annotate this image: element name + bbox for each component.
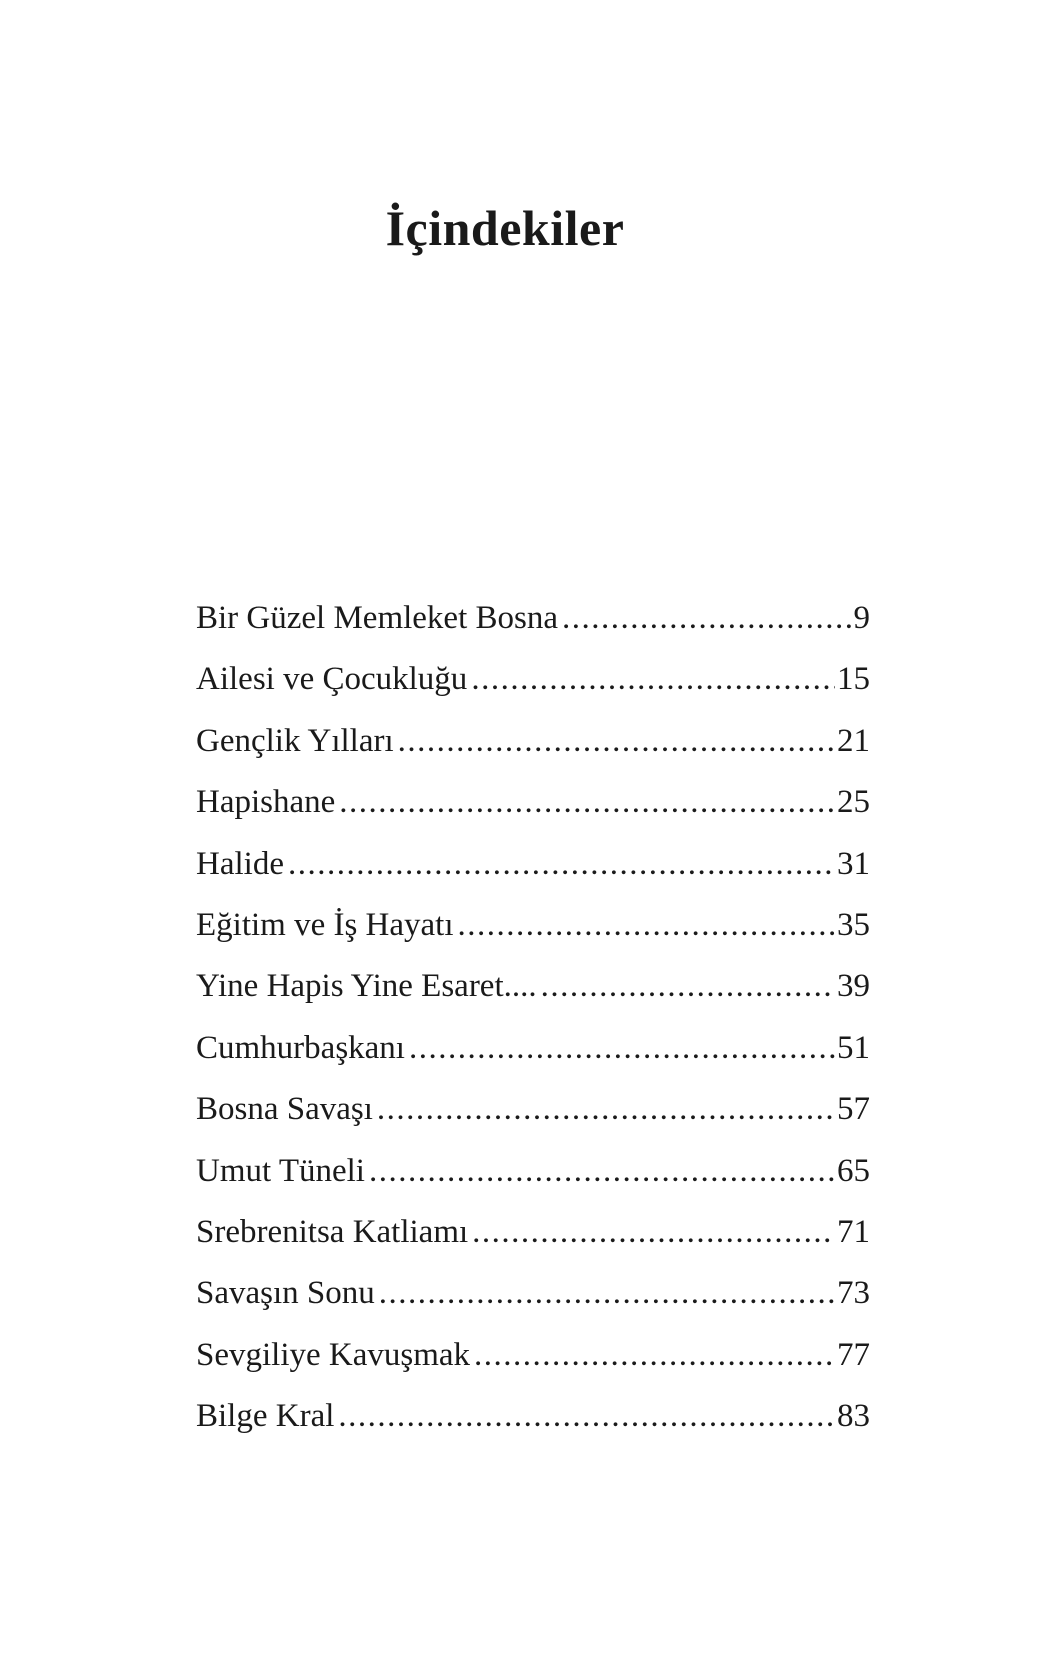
dot-leader	[339, 786, 835, 819]
dot-leader	[471, 663, 835, 696]
toc-entry-title: Halide	[196, 845, 284, 882]
dot-leader	[409, 1032, 835, 1065]
dot-leader	[541, 970, 835, 1003]
toc-entry	[196, 1213, 870, 1277]
dot-leader	[288, 848, 835, 881]
toc-entry	[196, 602, 870, 663]
toc-entry-page: 21	[837, 722, 870, 759]
toc-entry-title: Bilge Kral	[196, 1398, 335, 1435]
toc-entry	[196, 1336, 870, 1400]
toc-entry-page: 51	[837, 1029, 870, 1066]
toc-entry-title: Eğitim ve İş Hayatı	[196, 906, 454, 943]
toc-entry	[196, 906, 870, 970]
page-title: İçindekiler	[385, 200, 625, 256]
toc-entry	[196, 1277, 870, 1338]
toc-entry	[196, 1400, 870, 1461]
toc-entry-page: 25	[837, 784, 870, 821]
dot-leader	[562, 602, 851, 635]
toc-entry-page: 77	[837, 1336, 870, 1373]
toc-entry-page: 83	[837, 1398, 870, 1435]
dot-leader	[338, 1400, 835, 1433]
toc-entry	[196, 722, 870, 786]
toc-entry-page: 65	[837, 1152, 870, 1189]
toc-entry-title: Bosna Savaşı	[196, 1091, 373, 1128]
toc-entry	[196, 786, 870, 847]
toc-entry	[196, 1152, 870, 1216]
toc-entry-page: 9	[853, 600, 870, 636]
toc-entry-title: Yine Hapis Yine Esaret....	[196, 968, 537, 1005]
dot-leader	[377, 1093, 835, 1126]
dot-leader	[474, 1339, 835, 1372]
toc-entry-title: Savaşın Sonu	[196, 1275, 375, 1312]
dot-leader	[398, 725, 835, 758]
dot-leader	[379, 1277, 835, 1310]
toc-entry	[196, 663, 870, 724]
toc-entry-page: 15	[837, 661, 870, 698]
toc-entry-title: Gençlik Yılları	[196, 722, 394, 759]
toc-entry-page: 35	[837, 906, 870, 943]
toc-entry-title: Hapishane	[196, 784, 336, 821]
dot-leader	[458, 909, 835, 942]
toc-entry-title: Srebrenitsa Katliamı	[196, 1213, 469, 1250]
toc-entry-page: 31	[837, 845, 870, 882]
toc-entry-page: 39	[837, 968, 870, 1005]
toc-entry-page: 57	[837, 1091, 870, 1128]
toc-entry-title: Umut Tüneli	[196, 1152, 365, 1189]
table-of-contents	[196, 602, 870, 1461]
toc-entry-title: Cumhurbaşkanı	[196, 1029, 405, 1066]
toc-entry-title: Ailesi ve Çocukluğu	[196, 661, 468, 698]
toc-entry	[196, 1093, 870, 1154]
toc-entry-page: 71	[837, 1213, 870, 1250]
toc-entry-title: Bir Güzel Memleket Bosna	[196, 600, 559, 636]
toc-entry-page: 73	[837, 1275, 870, 1312]
toc-entry	[196, 970, 870, 1031]
toc-entry-title: Sevgiliye Kavuşmak	[196, 1336, 471, 1373]
toc-entry	[196, 845, 870, 909]
toc-entry	[196, 1029, 870, 1093]
dot-leader	[369, 1155, 835, 1188]
dot-leader	[472, 1216, 835, 1249]
